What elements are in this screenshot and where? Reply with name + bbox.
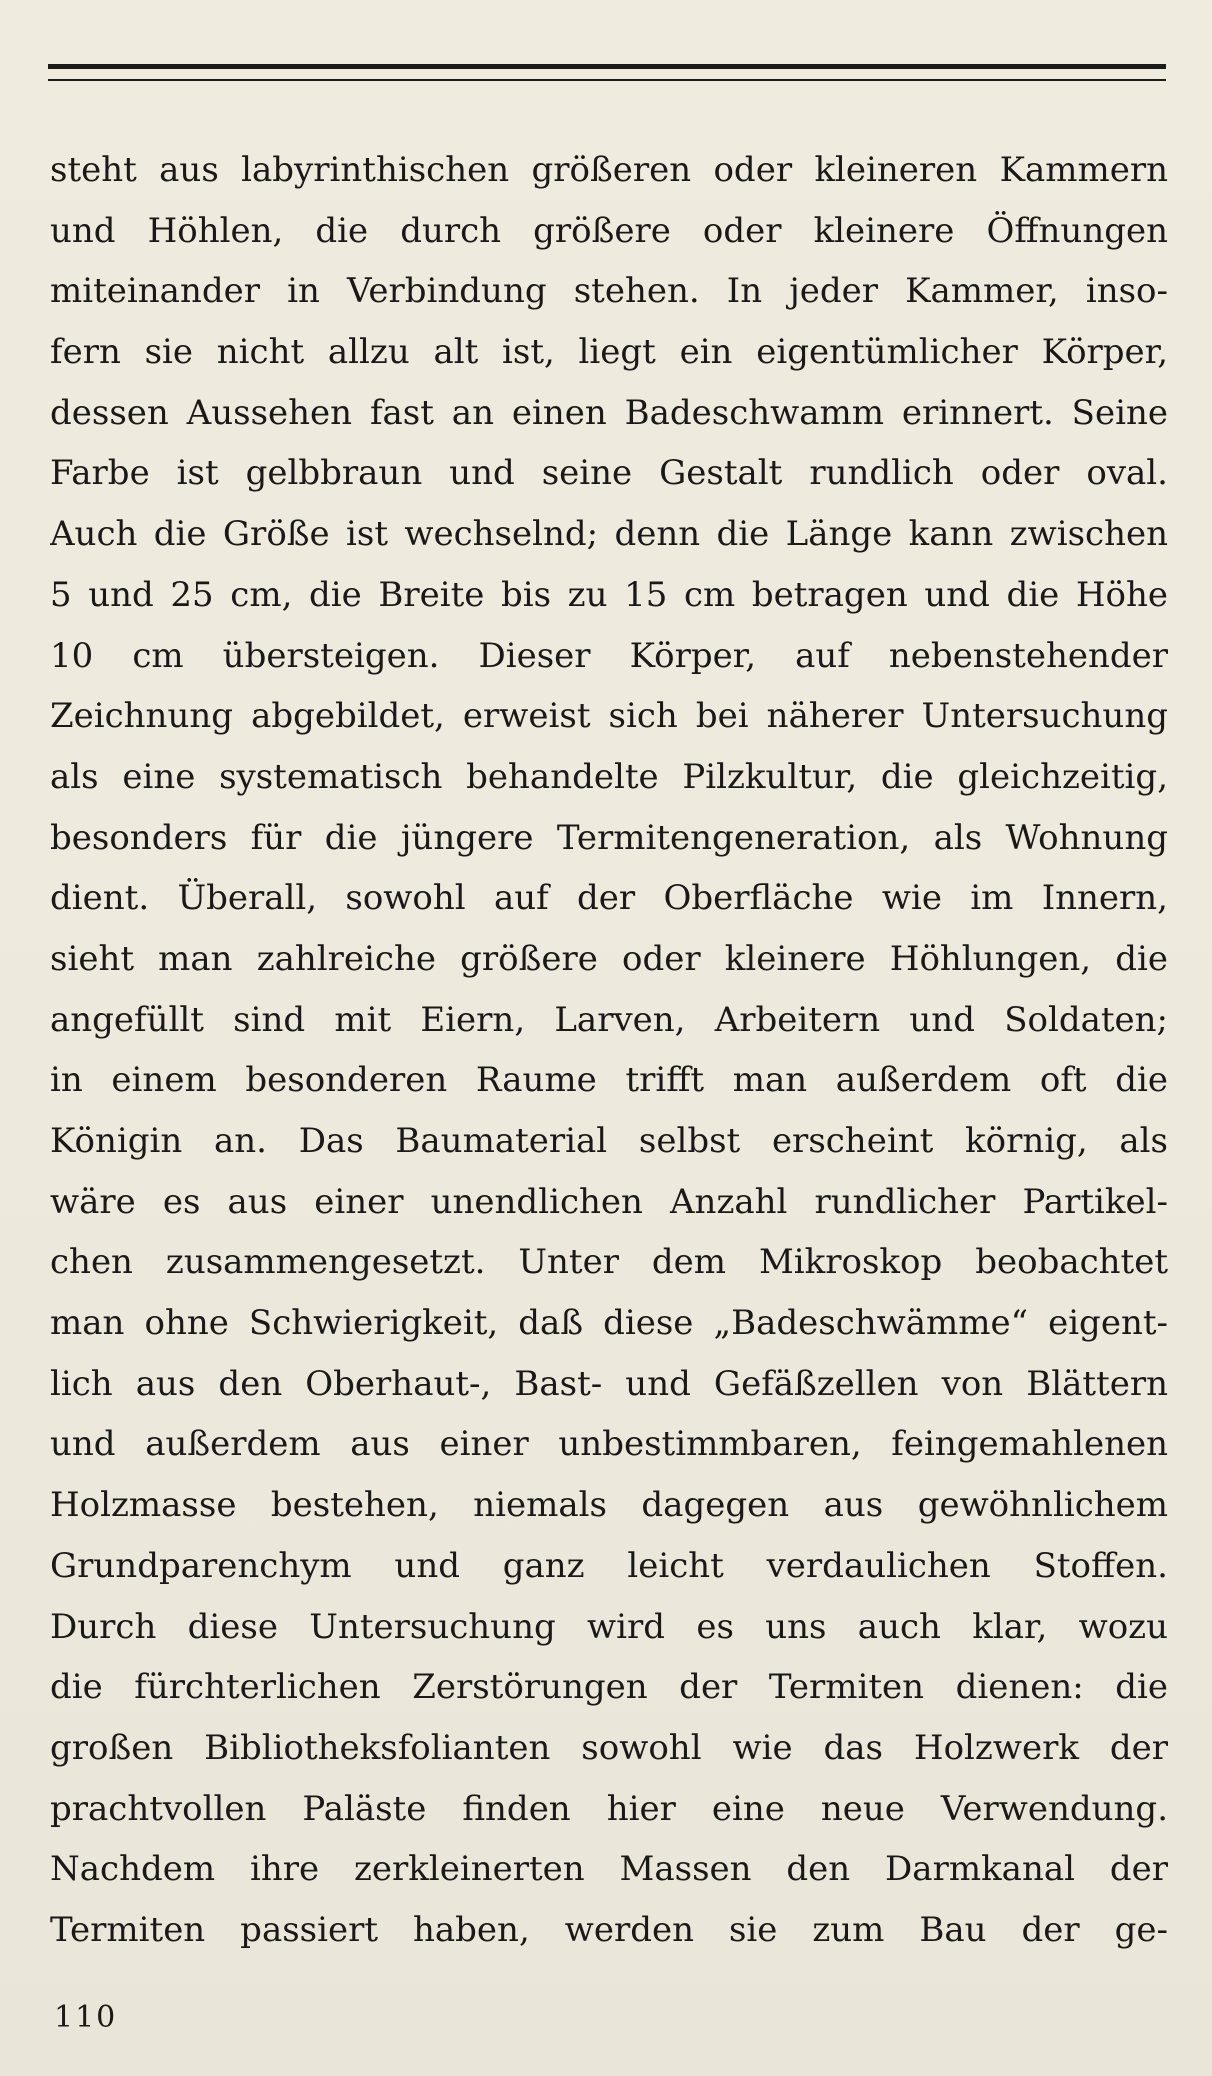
text-line: dessen Aussehen fast an einen Badeschwamm erinnert. Seine	[50, 392, 1168, 433]
text-line: dient. Überall, sowohl auf der Oberfläche wie im Innern,	[50, 878, 1168, 919]
text-line: angefüllt sind mit Eiern, Larven, Arbeitern und Soldaten;	[50, 999, 1168, 1040]
text-line: besonders für die jüngere Termitengeneration, als Wohnung	[50, 817, 1168, 858]
body-text	[50, 140, 1168, 1961]
text-line: Termiten passiert haben, werden sie zum Bau der ge-	[50, 1909, 1168, 1950]
text-line: 10 cm übersteigen. Dieser Körper, auf nebenstehender	[50, 635, 1168, 676]
text-line: wäre es aus einer unendlichen Anzahl rundlicher Partikel-	[50, 1181, 1168, 1222]
text-line: Farbe ist gelbbraun und seine Gestalt rundlich oder oval.	[50, 453, 1168, 494]
text-line: Nachdem ihre zerkleinerten Massen den Darmkanal der	[50, 1849, 1168, 1890]
text-line: Grundparenchym und ganz leicht verdaulichen Stoffen.	[50, 1545, 1168, 1586]
text-line: steht aus labyrinthischen größeren oder kleineren Kammern	[50, 150, 1168, 190]
text-line: als eine systematisch behandelte Pilzkultur, die gleichzeitig,	[50, 756, 1168, 797]
text-line: prachtvollen Paläste finden hier eine neue Verwendung.	[50, 1788, 1168, 1829]
text-line: fern sie nicht allzu alt ist, liegt ein eigentümlicher Körper,	[50, 332, 1168, 373]
text-line: sieht man zahlreiche größere oder kleinere Höhlungen, die	[50, 938, 1168, 979]
text-line: und außerdem aus einer unbestimmbaren, feingemahlenen	[50, 1424, 1168, 1465]
text-line: lich aus den Oberhaut-, Bast- und Gefäßzellen von Blättern	[50, 1363, 1168, 1404]
text-line: großen Bibliotheksfolianten sowohl wie das Holzwerk der	[50, 1727, 1168, 1768]
text-line: 5 und 25 cm, die Breite bis zu 15 cm betragen und die Höhe	[50, 574, 1168, 615]
text-line: Auch die Größe ist wechselnd; denn die Länge kann zwischen	[50, 514, 1168, 555]
page-number: 110	[54, 2000, 118, 2035]
header-rule-thin	[48, 79, 1166, 81]
text-line: man ohne Schwierigkeit, daß diese „Badeschwämme“ eigent-	[50, 1303, 1168, 1344]
text-line: in einem besonderen Raume trifft man außerdem oft die	[50, 1060, 1168, 1101]
text-line: chen zusammengesetzt. Unter dem Mikroskop beobachtet	[50, 1242, 1168, 1283]
text-line: miteinander in Verbindung stehen. In jeder Kammer, inso-	[50, 271, 1168, 312]
text-line: Holzmasse bestehen, niemals dagegen aus gewöhnlichem	[50, 1485, 1168, 1526]
text-line: Durch diese Untersuchung wird es uns auch klar, wozu	[50, 1606, 1168, 1647]
header-rule-thick	[48, 64, 1166, 69]
text-line: Zeichnung abgebildet, erweist sich bei näherer Untersuchung	[50, 696, 1168, 737]
text-line: die fürchterlichen Zerstörungen der Termiten dienen: die	[50, 1667, 1168, 1708]
text-line: Königin an. Das Baumaterial selbst erscheint körnig, als	[50, 1121, 1168, 1161]
text-line: und Höhlen, die durch größere oder kleinere Öffnungen	[50, 210, 1168, 251]
